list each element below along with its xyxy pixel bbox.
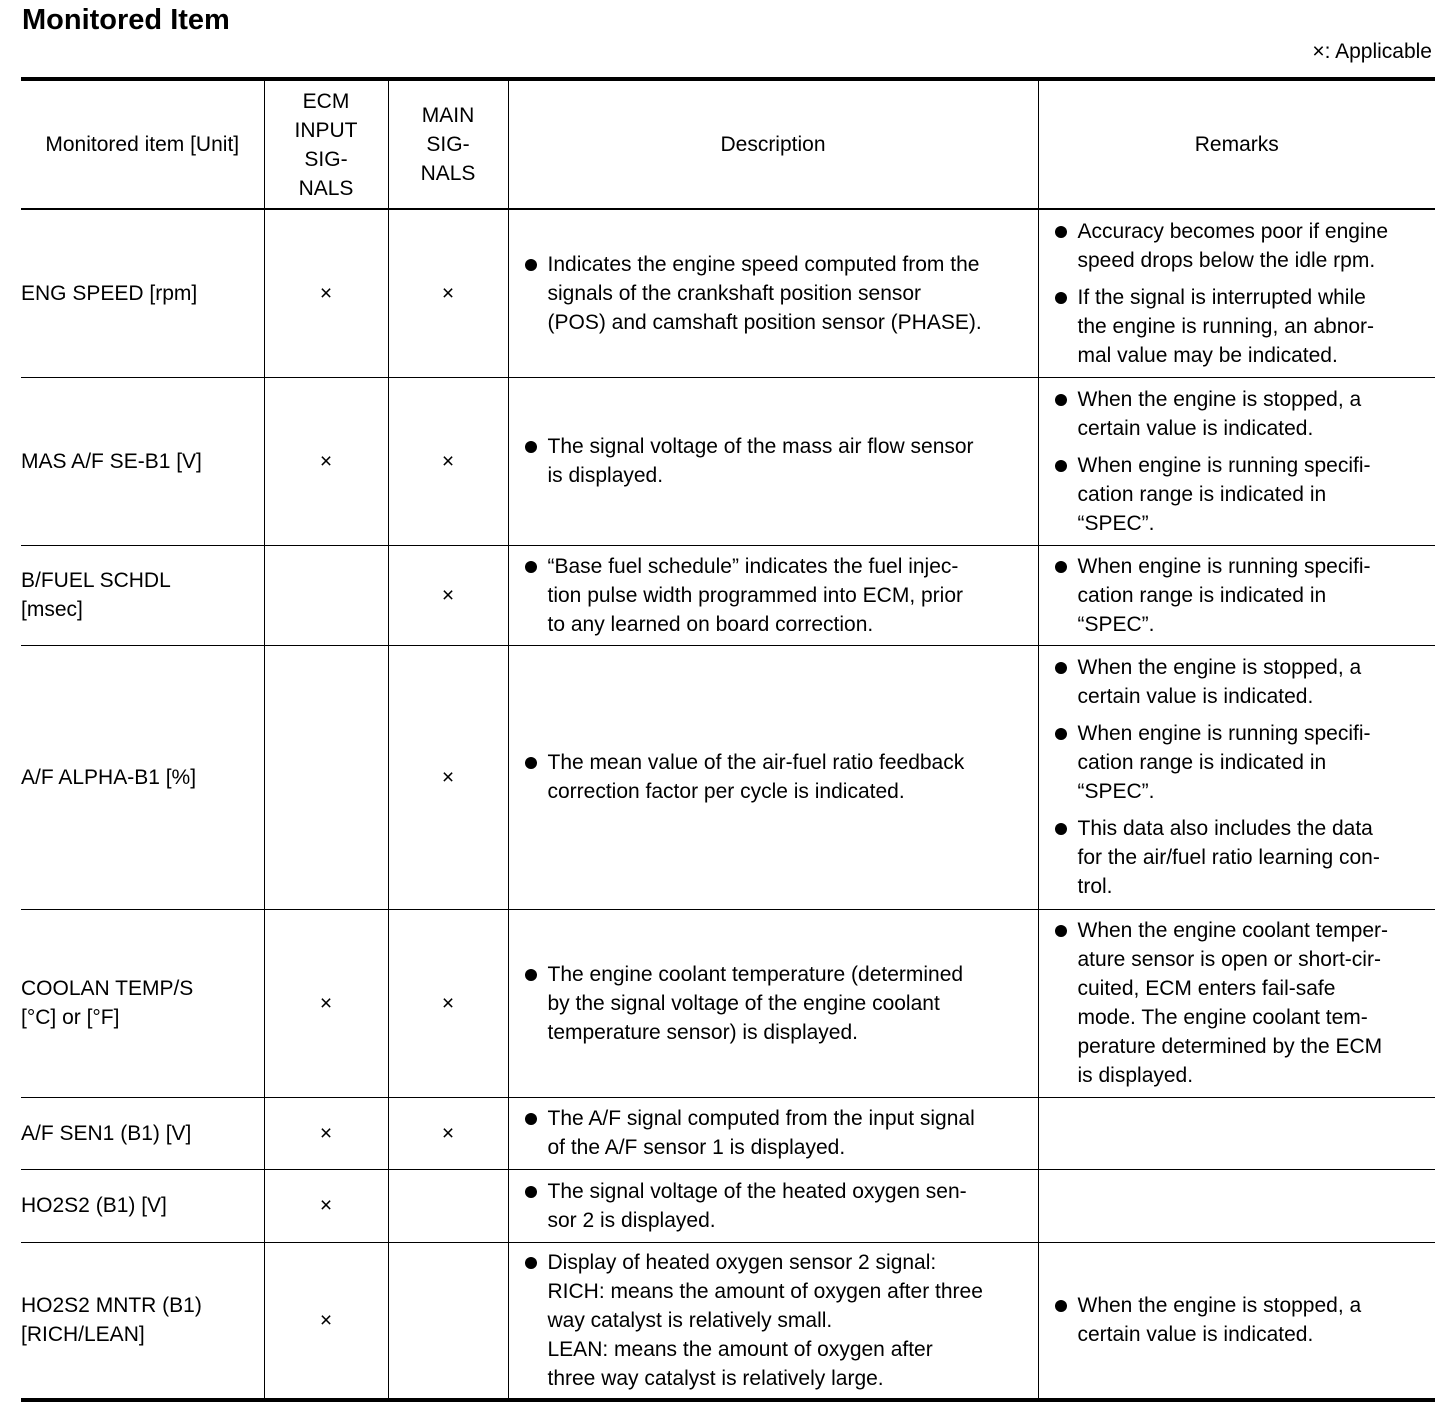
bullet-text-line: The signal voltage of the mass air flow sensor <box>547 435 974 458</box>
bullet-item <box>1039 814 1436 901</box>
header-remarks: Remarks <box>1038 79 1435 209</box>
text-line: SIG- <box>304 147 348 171</box>
main-signal-mark: × <box>388 909 508 1097</box>
table-row <box>21 1169 1435 1242</box>
description-cell <box>508 909 1038 1097</box>
bullet-list <box>1039 217 1436 370</box>
bullet-list <box>509 1177 1038 1235</box>
bullet-item <box>1039 283 1436 370</box>
bullet-text-line: by the signal voltage of the engine coolant <box>547 991 940 1015</box>
text-line: MAIN <box>421 104 475 127</box>
text-line: INPUT <box>294 118 358 142</box>
text-line: ENG SPEED [rpm] <box>21 281 198 305</box>
remarks-cell <box>1038 1242 1435 1400</box>
bullet-text-line: three way catalyst is relatively large. <box>547 1366 884 1390</box>
bullet-list <box>1039 552 1436 639</box>
text-line: MAS A/F SE-B1 [V] <box>21 449 202 473</box>
bullet-text-line: tion pulse width programmed into ECM, prior <box>547 583 964 607</box>
main-signal-mark: × <box>388 209 508 377</box>
description-cell <box>508 1242 1038 1400</box>
bullet-list <box>1039 916 1436 1090</box>
bullet-item <box>509 1248 1038 1393</box>
bullet-text-line: The mean value of the air-fuel ratio feedback <box>547 751 965 774</box>
bullet-text-line: This data also includes the data <box>1077 817 1373 840</box>
bullet-text-line: signals of the crankshaft position sensor <box>547 281 922 305</box>
description-cell <box>508 377 1038 545</box>
bullet-text-line: to any learned on board correction. <box>547 612 874 636</box>
description-cell <box>508 209 1038 377</box>
bullet-text-line: cation range is indicated in <box>1077 583 1327 607</box>
bullet-item <box>1039 552 1436 639</box>
description-cell <box>508 645 1038 909</box>
bullet-text-line: way catalyst is relatively small. <box>547 1308 833 1332</box>
bullet-text-line: Indicates the engine speed computed from the <box>547 252 980 276</box>
monitored-item-cell <box>21 645 264 909</box>
remarks-cell <box>1038 1097 1435 1169</box>
remarks-cell <box>1038 909 1435 1097</box>
description-cell <box>508 545 1038 645</box>
text-line: HO2S2 (B1) [V] <box>21 1194 167 1217</box>
text-line: SIG- <box>426 133 470 156</box>
bullet-text-line: mal value may be indicated. <box>1077 343 1338 367</box>
bullet-item <box>1039 1291 1436 1349</box>
text-line: B/FUEL SCHDL <box>21 569 171 592</box>
remarks-cell <box>1038 377 1435 545</box>
remarks-cell <box>1038 645 1435 909</box>
ecm-input-mark: × <box>264 377 388 545</box>
text-line: [°C] or [°F] <box>21 1006 120 1029</box>
bullet-item <box>1039 653 1436 711</box>
ecm-input-mark: × <box>264 909 388 1097</box>
bullet-text-line: When engine is running specifi- <box>1077 453 1371 477</box>
table-row <box>21 909 1435 1097</box>
main-signal-mark: × <box>388 545 508 645</box>
main-signal-mark <box>388 1242 508 1400</box>
bullet-list <box>1039 385 1436 538</box>
bullet-text-line: trol. <box>1077 875 1113 898</box>
bullet-list <box>509 250 1038 337</box>
table-row <box>21 645 1435 909</box>
monitored-item-cell <box>21 545 264 645</box>
bullet-list <box>1039 653 1436 901</box>
header-description: Description <box>508 79 1038 209</box>
bullet-item <box>509 432 1038 490</box>
remarks-cell <box>1038 545 1435 645</box>
bullet-text-line: When the engine coolant temper- <box>1077 919 1389 942</box>
bullet-text-line: speed drops below the idle rpm. <box>1077 248 1376 272</box>
bullet-item <box>509 1104 1038 1162</box>
bullet-text-line: The A/F signal computed from the input signal <box>547 1107 975 1130</box>
bullet-list <box>509 960 1038 1047</box>
monitored-item-cell <box>21 909 264 1097</box>
bullet-text-line: The engine coolant temperature (determined <box>547 962 964 986</box>
table-row <box>21 545 1435 645</box>
main-signal-mark: × <box>388 377 508 545</box>
bullet-item <box>1039 719 1436 806</box>
bullet-text-line: certain value is indicated. <box>1077 416 1314 440</box>
description-cell <box>508 1097 1038 1169</box>
table-row <box>21 1097 1435 1169</box>
bullet-text-line: of the A/F sensor 1 is displayed. <box>547 1136 846 1159</box>
text-line: HO2S2 MNTR (B1) <box>21 1294 202 1318</box>
bullet-text-line: cuited, ECM enters fail-safe <box>1077 977 1336 1000</box>
bullet-item <box>1039 217 1436 275</box>
text-line: [msec] <box>21 598 83 621</box>
table-row <box>21 377 1435 545</box>
bullet-text-line: for the air/fuel ratio learning con- <box>1077 846 1380 869</box>
monitored-item-cell <box>21 209 264 377</box>
text-line: COOLAN TEMP/S <box>21 977 194 1000</box>
bullet-item <box>1039 451 1436 538</box>
header-monitored-item: Monitored item [Unit] <box>21 79 264 209</box>
text-line: [RICH/LEAN] <box>21 1323 145 1347</box>
monitored-item-cell <box>21 377 264 545</box>
bullet-text-line: cation range is indicated in <box>1077 482 1327 506</box>
bullet-text-line: sor 2 is displayed. <box>547 1208 716 1232</box>
text-line: NALS <box>420 162 476 185</box>
header-ecm-input-signals <box>264 79 388 209</box>
remarks-cell <box>1038 209 1435 377</box>
bullet-text-line: The signal voltage of the heated oxygen sen- <box>547 1179 967 1203</box>
bullet-list <box>509 1104 1038 1162</box>
ecm-input-mark: × <box>264 1242 388 1400</box>
bullet-text-line: When engine is running specifi- <box>1077 554 1371 578</box>
main-signal-mark <box>388 1169 508 1242</box>
header-row <box>21 79 1435 209</box>
ecm-input-mark: × <box>264 209 388 377</box>
main-signal-mark: × <box>388 1097 508 1169</box>
bullet-text-line: temperature sensor) is displayed. <box>547 1020 858 1044</box>
bullet-text-line: is displayed. <box>547 464 664 487</box>
bullet-item <box>509 748 1038 806</box>
bullet-list <box>509 552 1038 639</box>
bullet-text-line: When the engine is stopped, a <box>1077 656 1362 679</box>
ecm-input-mark <box>264 645 388 909</box>
bullet-text-line: correction factor per cycle is indicated. <box>547 780 905 803</box>
bullet-item <box>509 552 1038 639</box>
bullet-text-line: When the engine is stopped, a <box>1077 1294 1362 1318</box>
remarks-cell <box>1038 1169 1435 1242</box>
ecm-input-mark: × <box>264 1097 388 1169</box>
bullet-text-line: RICH: means the amount of oxygen after three <box>547 1279 983 1303</box>
bullet-text-line: Display of heated oxygen sensor 2 signal: <box>547 1250 937 1274</box>
bullet-text-line: If the signal is interrupted while <box>1077 285 1366 309</box>
table-row <box>21 209 1435 377</box>
bullet-list <box>509 1248 1038 1393</box>
bullet-list <box>1039 1291 1436 1349</box>
text-line: ECM <box>302 89 350 113</box>
bullet-item <box>1039 385 1436 443</box>
legend: ×: Applicable <box>1312 40 1432 63</box>
bullet-text-line: “SPEC”. <box>1077 511 1155 535</box>
description-cell <box>508 1169 1038 1242</box>
text-line: NALS <box>298 176 354 200</box>
bullet-text-line: LEAN: means the amount of oxygen after <box>547 1337 933 1361</box>
bullet-text-line: certain value is indicated. <box>1077 1323 1314 1347</box>
page-title: Monitored Item <box>22 4 230 36</box>
bullet-text-line: certain value is indicated. <box>1077 685 1314 708</box>
ecm-input-mark: × <box>264 1169 388 1242</box>
monitored-item-cell <box>21 1097 264 1169</box>
bullet-text-line: “SPEC”. <box>1077 780 1155 803</box>
bullet-list <box>509 748 1038 806</box>
bullet-text-line: When engine is running specifi- <box>1077 722 1371 745</box>
ecm-input-mark <box>264 545 388 645</box>
bullet-text-line: is displayed. <box>1077 1064 1194 1087</box>
table-row <box>21 1242 1435 1400</box>
bullet-text-line: ature sensor is open or short-cir- <box>1077 948 1381 971</box>
bullet-item <box>1039 916 1436 1090</box>
text-line: A/F ALPHA-B1 [%] <box>21 765 197 789</box>
monitored-item-cell <box>21 1169 264 1242</box>
monitored-item-table <box>21 77 1435 1402</box>
bullet-list <box>509 432 1038 490</box>
bullet-item <box>509 250 1038 337</box>
bullet-text-line: (POS) and camshaft position sensor (PHASE). <box>547 310 982 334</box>
bullet-text-line: perature determined by the ECM <box>1077 1035 1383 1058</box>
bullet-item <box>509 960 1038 1047</box>
bullet-text-line: cation range is indicated in <box>1077 751 1327 774</box>
bullet-text-line: the engine is running, an abnor- <box>1077 314 1375 338</box>
header-main-signals <box>388 79 508 209</box>
bullet-text-line: mode. The engine coolant tem- <box>1077 1006 1368 1029</box>
bullet-text-line: “SPEC”. <box>1077 612 1155 636</box>
text-line: A/F SEN1 (B1) [V] <box>21 1121 192 1145</box>
monitored-item-cell <box>21 1242 264 1400</box>
bullet-text-line: Accuracy becomes poor if engine <box>1077 219 1388 243</box>
bullet-text-line: When the engine is stopped, a <box>1077 387 1362 411</box>
bullet-item <box>509 1177 1038 1235</box>
main-signal-mark: × <box>388 645 508 909</box>
bullet-text-line: “Base fuel schedule” indicates the fuel injec- <box>547 554 959 578</box>
